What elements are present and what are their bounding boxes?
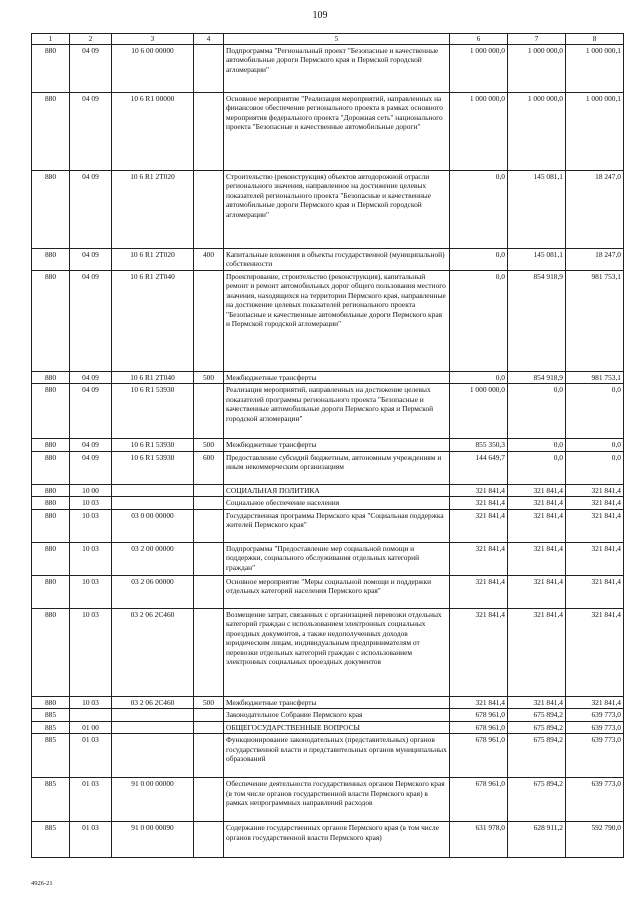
grbs-cell: 880 — [32, 248, 70, 270]
name-cell: Реализация мероприятий, направленных на достижение целевых показателей программы регионального проекта "Безопасные и качественные автомобильные дороги Пермского края и Пермской городской агломерации" — [224, 384, 450, 439]
amount-2022-cell: 321 841,4 — [450, 509, 508, 542]
amount-2023-cell: 675 894,2 — [508, 709, 566, 722]
amount-2022-cell: 678 961,0 — [450, 721, 508, 734]
target-article-cell: 03 0 00 00000 — [112, 509, 194, 542]
table-row — [32, 721, 624, 734]
target-article-cell: 10 6 R1 53930 — [112, 439, 194, 452]
section-cell: 04 09 — [70, 451, 112, 484]
document-code: 4926-21 — [31, 880, 53, 887]
table-body — [32, 44, 624, 858]
target-article-cell: 91 0 00 00090 — [112, 822, 194, 858]
target-article-cell: 10 6 R1 53930 — [112, 384, 194, 439]
amount-2023-cell: 854 918,9 — [508, 270, 566, 371]
grbs-cell: 880 — [32, 509, 70, 542]
table-row — [32, 497, 624, 510]
header-cell: 7 — [508, 34, 566, 45]
table-row — [32, 575, 624, 608]
table-row — [32, 734, 624, 778]
amount-2022-cell: 678 961,0 — [450, 709, 508, 722]
target-article-cell: 10 6 R1 2Т040 — [112, 371, 194, 384]
section-cell: 01 00 — [70, 721, 112, 734]
amount-2022-cell: 321 841,4 — [450, 575, 508, 608]
name-cell: Законодательное Собрание Пермского края — [224, 709, 450, 722]
target-article-cell: 03 2 00 00000 — [112, 542, 194, 575]
target-article-cell — [112, 709, 194, 722]
grbs-cell: 880 — [32, 484, 70, 497]
amount-2022-cell: 144 649,7 — [450, 451, 508, 484]
amount-2022-cell: 678 961,0 — [450, 778, 508, 822]
table-row — [32, 709, 624, 722]
grbs-cell: 880 — [32, 270, 70, 371]
target-article-cell: 10 6 R1 2Т020 — [112, 248, 194, 270]
name-cell: Строительство (реконструкция) объектов автодорожной отрасли регионального значения, направленное на достижение целевых показателей регионального проекта "Безопасные и качественные автомобильные дороги Пермского края и Пермской городской агломерации" — [224, 170, 450, 248]
amount-2024-cell: 321 841,4 — [566, 509, 624, 542]
amount-2024-cell: 321 841,4 — [566, 497, 624, 510]
section-cell: 01 03 — [70, 822, 112, 858]
header-cell: 4 — [194, 34, 224, 45]
amount-2023-cell: 321 841,4 — [508, 497, 566, 510]
amount-2024-cell: 321 841,4 — [566, 608, 624, 696]
expense-type-cell — [194, 778, 224, 822]
name-cell: Функционирование законодательных (представительных) органов государственной власти и представительных органов муниципальных образований — [224, 734, 450, 778]
amount-2023-cell: 0,0 — [508, 384, 566, 439]
amount-2022-cell: 321 841,4 — [450, 696, 508, 709]
expense-type-cell — [194, 170, 224, 248]
table-row — [32, 92, 624, 170]
amount-2024-cell: 321 841,4 — [566, 696, 624, 709]
amount-2024-cell: 0,0 — [566, 451, 624, 484]
name-cell: Возмещение затрат, связанных с организацией перевозки отдельных категорий граждан с использованием электронных социальных проездных документов, а также недополученных доходов юридическим лицам, индивидуальным предпринимателям от перевозки отдельных категорий граждан с использованием электронных социальных проездных документов — [224, 608, 450, 696]
amount-2024-cell: 1 000 000,1 — [566, 44, 624, 92]
target-article-cell: 10 6 R1 2Т020 — [112, 170, 194, 248]
amount-2023-cell: 1 000 000,0 — [508, 92, 566, 170]
table-row — [32, 778, 624, 822]
amount-2022-cell: 321 841,4 — [450, 484, 508, 497]
section-cell: 01 03 — [70, 734, 112, 778]
expense-type-cell — [194, 270, 224, 371]
header-cell: 1 — [32, 34, 70, 45]
section-cell: 10 03 — [70, 497, 112, 510]
amount-2024-cell: 321 841,4 — [566, 575, 624, 608]
expense-type-cell — [194, 44, 224, 92]
grbs-cell: 880 — [32, 608, 70, 696]
amount-2022-cell: 1 000 000,0 — [450, 384, 508, 439]
table-row — [32, 170, 624, 248]
table-row — [32, 371, 624, 384]
target-article-cell: 10 6 00 00000 — [112, 44, 194, 92]
amount-2024-cell: 321 841,4 — [566, 484, 624, 497]
name-cell: Межбюджетные трансферты — [224, 371, 450, 384]
grbs-cell: 885 — [32, 734, 70, 778]
header-cell: 3 — [112, 34, 194, 45]
amount-2022-cell: 0,0 — [450, 170, 508, 248]
header-cell: 6 — [450, 34, 508, 45]
grbs-cell: 880 — [32, 575, 70, 608]
section-cell: 04 09 — [70, 92, 112, 170]
section-cell: 04 09 — [70, 371, 112, 384]
amount-2023-cell: 628 911,2 — [508, 822, 566, 858]
header-cell: 5 — [224, 34, 450, 45]
expense-type-cell — [194, 822, 224, 858]
amount-2024-cell: 1 000 000,1 — [566, 92, 624, 170]
section-cell: 10 03 — [70, 696, 112, 709]
amount-2022-cell: 631 978,0 — [450, 822, 508, 858]
section-cell: 04 09 — [70, 384, 112, 439]
section-cell: 04 09 — [70, 248, 112, 270]
amount-2023-cell: 0,0 — [508, 451, 566, 484]
amount-2023-cell: 145 081,1 — [508, 248, 566, 270]
target-article-cell: 03 2 06 2С460 — [112, 696, 194, 709]
section-cell — [70, 709, 112, 722]
expense-type-cell: 500 — [194, 696, 224, 709]
section-cell: 01 03 — [70, 778, 112, 822]
grbs-cell: 880 — [32, 497, 70, 510]
table-row — [32, 44, 624, 92]
grbs-cell: 880 — [32, 371, 70, 384]
amount-2023-cell: 0,0 — [508, 439, 566, 452]
expense-type-cell — [194, 734, 224, 778]
table-row — [32, 451, 624, 484]
expense-type-cell — [194, 575, 224, 608]
target-article-cell — [112, 734, 194, 778]
amount-2022-cell: 1 000 000,0 — [450, 44, 508, 92]
grbs-cell: 880 — [32, 696, 70, 709]
name-cell: Предоставление субсидий бюджетным, автономным учреждениям и иным некоммерческим организациям — [224, 451, 450, 484]
amount-2023-cell: 321 841,4 — [508, 542, 566, 575]
name-cell: Содержание государственных органов Пермского края (в том числе органов государственной власти Пермского края) — [224, 822, 450, 858]
name-cell: Социальное обеспечение населения — [224, 497, 450, 510]
section-cell: 04 09 — [70, 439, 112, 452]
name-cell: Подпрограмма "Региональный проект "Безопасные и качественные автомобильные дороги Пермского края и Пермской городской агломерации" — [224, 44, 450, 92]
amount-2023-cell: 321 841,4 — [508, 608, 566, 696]
name-cell: Подпрограмма "Предоставление мер социальной помощи и поддержки, социального обслуживания отдельных категорий граждан" — [224, 542, 450, 575]
header-cell: 8 — [566, 34, 624, 45]
expense-type-cell — [194, 542, 224, 575]
name-cell: Капитальные вложения в объекты государственной (муниципальной) собственности — [224, 248, 450, 270]
grbs-cell: 885 — [32, 822, 70, 858]
target-article-cell: 91 0 00 00000 — [112, 778, 194, 822]
name-cell: Межбюджетные трансферты — [224, 696, 450, 709]
amount-2024-cell: 639 773,0 — [566, 721, 624, 734]
amount-2022-cell: 321 841,4 — [450, 542, 508, 575]
section-cell: 10 03 — [70, 575, 112, 608]
name-cell: ОБЩЕГОСУДАРСТВЕННЫЕ ВОПРОСЫ — [224, 721, 450, 734]
target-article-cell: 03 2 06 00000 — [112, 575, 194, 608]
section-cell: 10 00 — [70, 484, 112, 497]
amount-2024-cell: 18 247,0 — [566, 248, 624, 270]
amount-2022-cell: 321 841,4 — [450, 608, 508, 696]
name-cell: Проектирование, строительство (реконструкция), капитальный ремонт и ремонт автомобильных дорог общего пользования местного значения, находящихся на территории Пермского края, направленные на достижение целевых показателей регионального проекта "Безопасные и качественные автомобильные дороги Пермского края и Пермской городской агломерации" — [224, 270, 450, 371]
section-cell: 04 09 — [70, 270, 112, 371]
target-article-cell: 10 6 R1 2Т040 — [112, 270, 194, 371]
amount-2023-cell: 675 894,2 — [508, 734, 566, 778]
expense-type-cell — [194, 509, 224, 542]
name-cell: Межбюджетные трансферты — [224, 439, 450, 452]
table-row — [32, 542, 624, 575]
grbs-cell: 885 — [32, 709, 70, 722]
expense-type-cell — [194, 384, 224, 439]
page-number: 109 — [312, 10, 328, 21]
expense-type-cell — [194, 92, 224, 170]
name-cell: Основное мероприятие "Меры социальной помощи и поддержки отдельных категорий населения Пермского края" — [224, 575, 450, 608]
section-cell: 10 03 — [70, 509, 112, 542]
target-article-cell — [112, 721, 194, 734]
table-row — [32, 696, 624, 709]
section-cell: 04 09 — [70, 170, 112, 248]
grbs-cell: 880 — [32, 92, 70, 170]
amount-2024-cell: 18 247,0 — [566, 170, 624, 248]
table-row — [32, 248, 624, 270]
section-cell: 10 03 — [70, 542, 112, 575]
amount-2024-cell: 981 753,1 — [566, 270, 624, 371]
expense-type-cell: 500 — [194, 439, 224, 452]
target-article-cell: 03 2 06 2С460 — [112, 608, 194, 696]
amount-2024-cell: 639 773,0 — [566, 709, 624, 722]
grbs-cell: 880 — [32, 451, 70, 484]
table-row — [32, 439, 624, 452]
target-article-cell — [112, 484, 194, 497]
expense-type-cell: 400 — [194, 248, 224, 270]
amount-2023-cell: 321 841,4 — [508, 509, 566, 542]
table-row — [32, 608, 624, 696]
expense-type-cell — [194, 721, 224, 734]
table-row — [32, 270, 624, 371]
amount-2023-cell: 321 841,4 — [508, 575, 566, 608]
expense-type-cell: 600 — [194, 451, 224, 484]
grbs-cell: 880 — [32, 384, 70, 439]
expense-type-cell — [194, 497, 224, 510]
target-article-cell — [112, 497, 194, 510]
grbs-cell: 880 — [32, 170, 70, 248]
name-cell: Государственная программа Пермского края "Социальная поддержка жителей Пермского края" — [224, 509, 450, 542]
expense-type-cell — [194, 709, 224, 722]
table-row — [32, 822, 624, 858]
amount-2022-cell: 1 000 000,0 — [450, 92, 508, 170]
amount-2024-cell: 981 753,1 — [566, 371, 624, 384]
amount-2022-cell: 0,0 — [450, 371, 508, 384]
grbs-cell: 880 — [32, 542, 70, 575]
amount-2022-cell: 0,0 — [450, 248, 508, 270]
amount-2023-cell: 675 894,2 — [508, 721, 566, 734]
section-cell: 10 03 — [70, 608, 112, 696]
section-cell: 04 09 — [70, 44, 112, 92]
amount-2022-cell: 678 961,0 — [450, 734, 508, 778]
amount-2022-cell: 0,0 — [450, 270, 508, 371]
amount-2024-cell: 0,0 — [566, 384, 624, 439]
table-row — [32, 384, 624, 439]
grbs-cell: 885 — [32, 721, 70, 734]
expense-type-cell — [194, 608, 224, 696]
expense-type-cell — [194, 484, 224, 497]
amount-2022-cell: 321 841,4 — [450, 497, 508, 510]
grbs-cell: 880 — [32, 44, 70, 92]
table-row — [32, 484, 624, 497]
amount-2024-cell: 639 773,0 — [566, 734, 624, 778]
amount-2023-cell: 145 081,1 — [508, 170, 566, 248]
budget-table — [31, 33, 624, 858]
amount-2023-cell: 1 000 000,0 — [508, 44, 566, 92]
target-article-cell: 10 6 R1 00000 — [112, 92, 194, 170]
amount-2023-cell: 321 841,4 — [508, 484, 566, 497]
name-cell: Основное мероприятие "Реализация мероприятий, направленных на финансовое обеспечение регионального проекта в рамках основного мероприятия федерального проекта "Дорожная сеть" национального проекта "Безопасные и качественные автомобильные дороги" — [224, 92, 450, 170]
amount-2024-cell: 639 773,0 — [566, 778, 624, 822]
amount-2024-cell: 592 790,0 — [566, 822, 624, 858]
name-cell: СОЦИАЛЬНАЯ ПОЛИТИКА — [224, 484, 450, 497]
name-cell: Обеспечение деятельности государственных органов Пермского края (в том числе органов государственной власти Пермского края) в рамках непрограммных направлений расходов — [224, 778, 450, 822]
amount-2023-cell: 675 894,2 — [508, 778, 566, 822]
amount-2024-cell: 0,0 — [566, 439, 624, 452]
table-header-row — [32, 34, 624, 45]
table-row — [32, 509, 624, 542]
grbs-cell: 880 — [32, 439, 70, 452]
amount-2023-cell: 321 841,4 — [508, 696, 566, 709]
amount-2024-cell: 321 841,4 — [566, 542, 624, 575]
target-article-cell: 10 6 R1 53930 — [112, 451, 194, 484]
amount-2022-cell: 855 350,3 — [450, 439, 508, 452]
expense-type-cell: 500 — [194, 371, 224, 384]
amount-2023-cell: 854 918,9 — [508, 371, 566, 384]
header-cell: 2 — [70, 34, 112, 45]
grbs-cell: 885 — [32, 778, 70, 822]
